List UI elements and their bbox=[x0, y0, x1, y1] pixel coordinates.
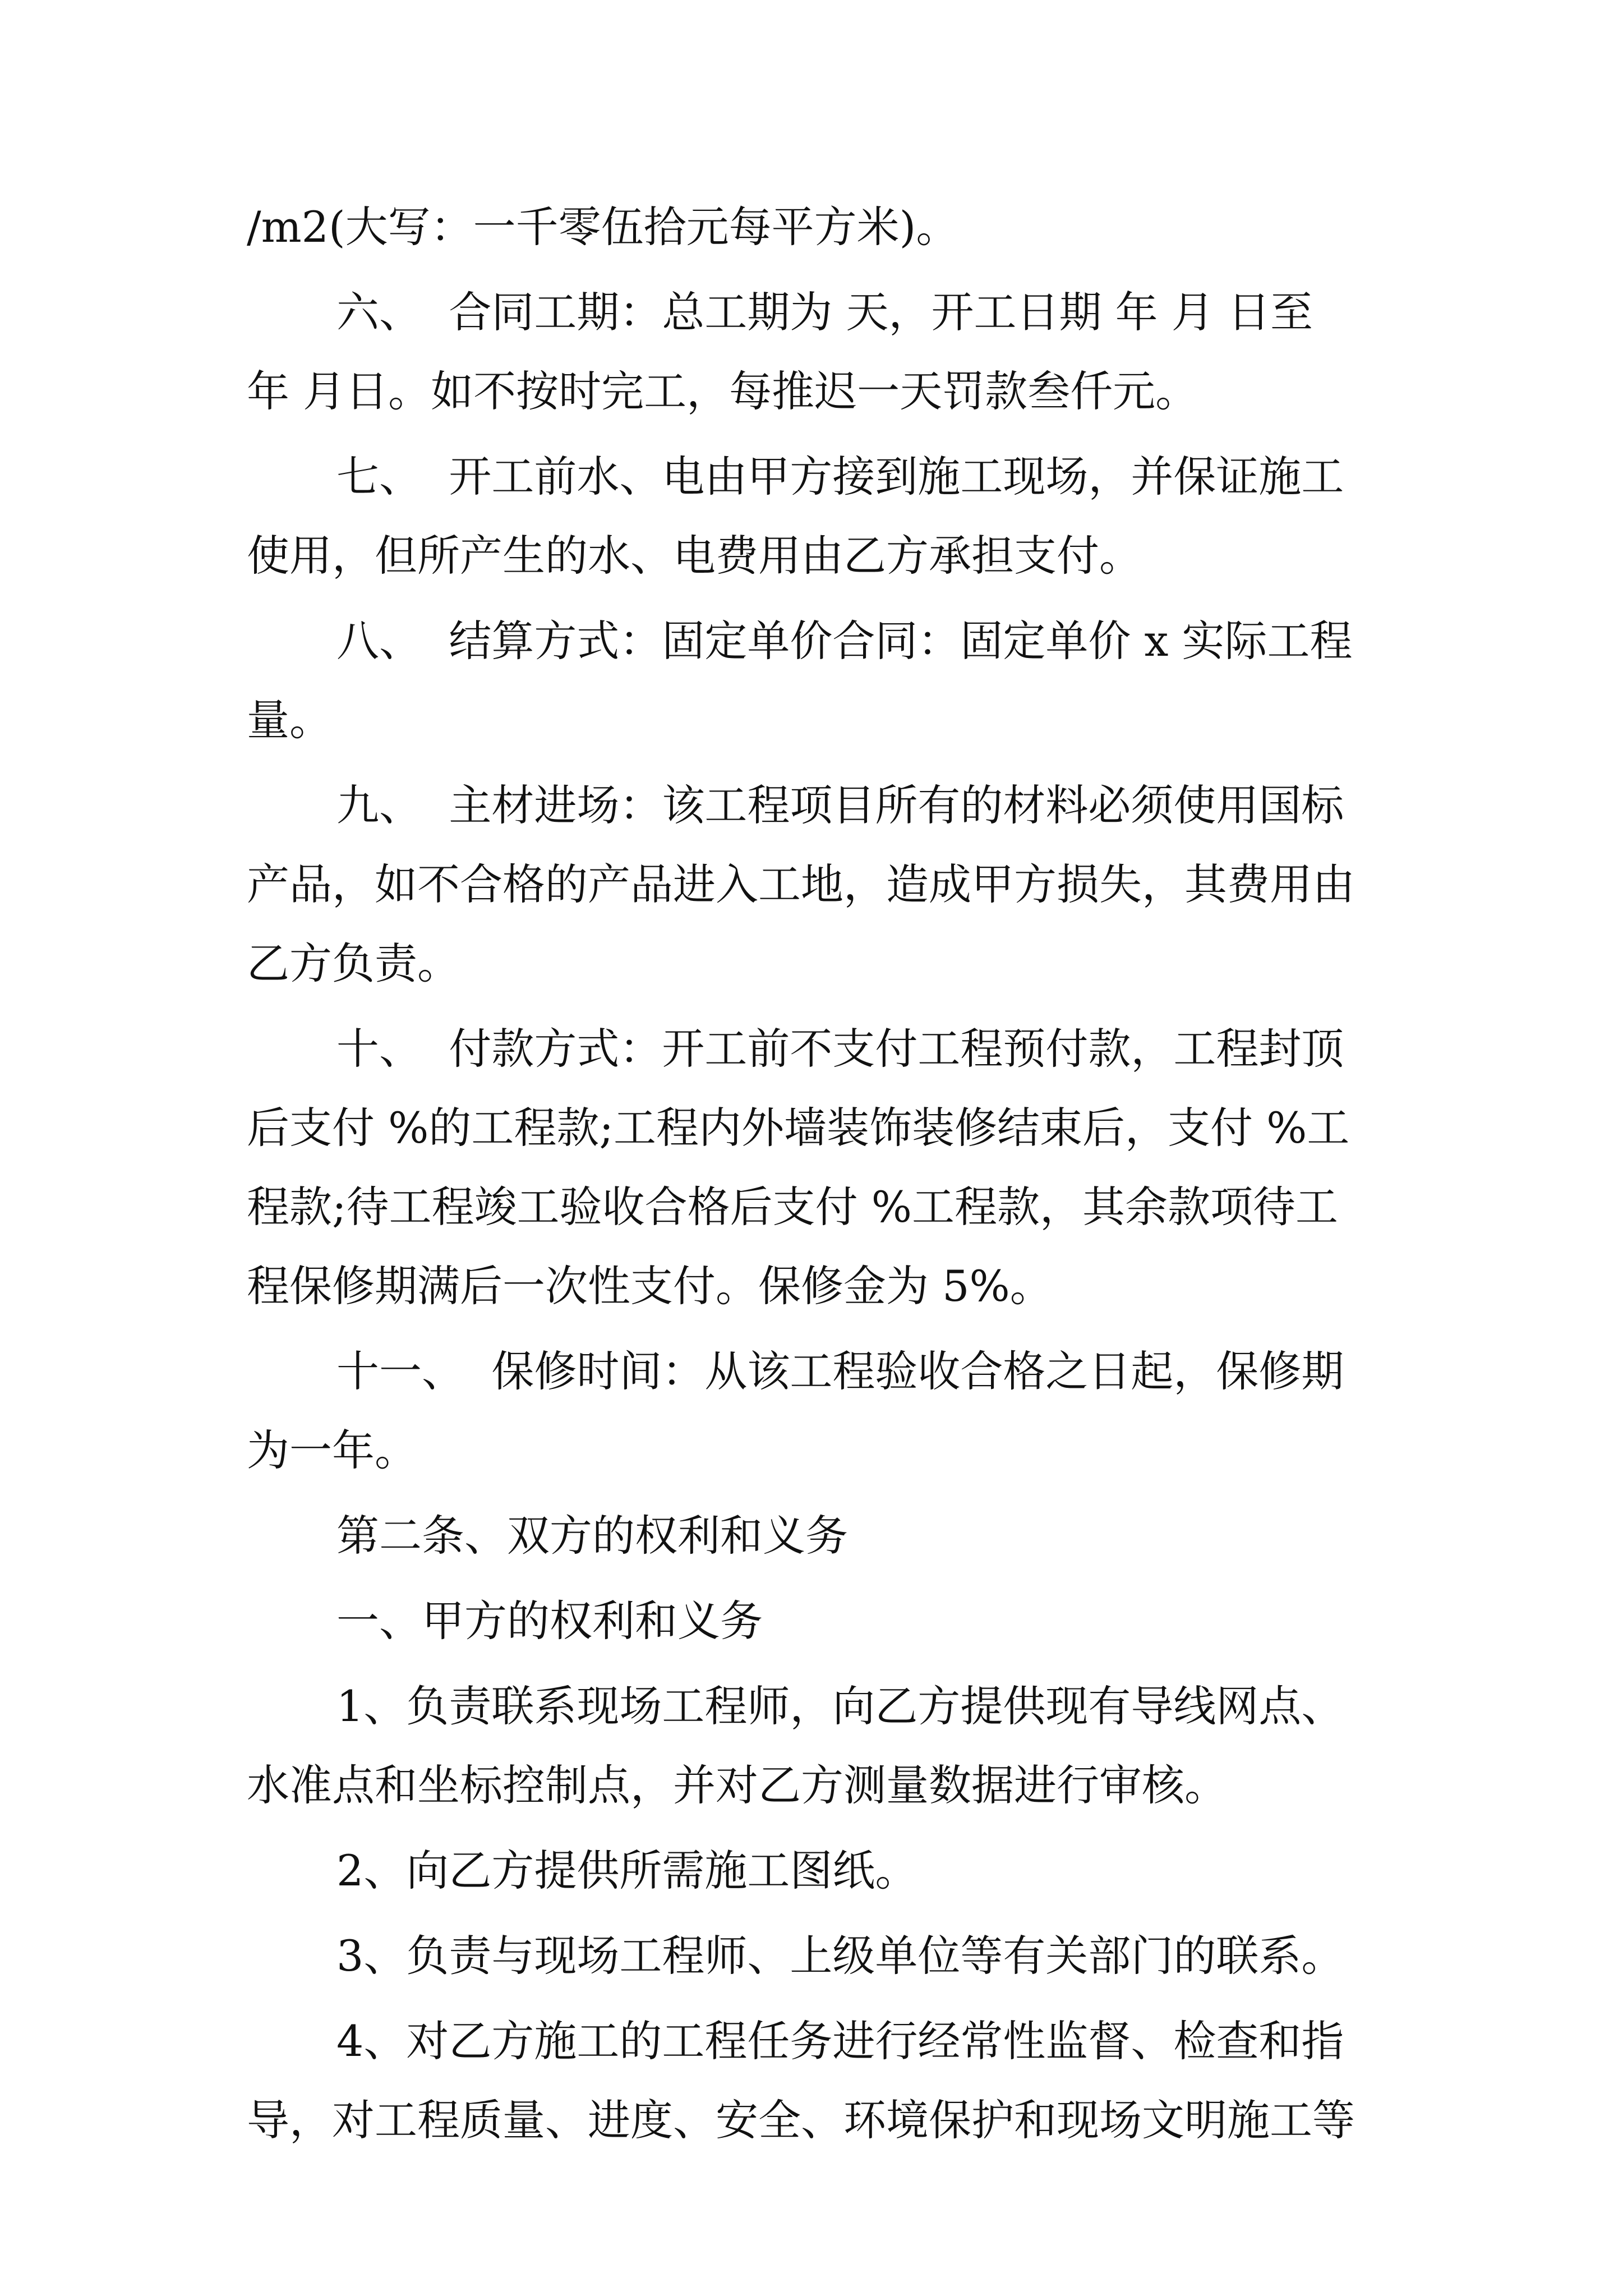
text-line: 程保修期满后一次性支付。保修金为 5%。 bbox=[247, 1261, 1053, 1311]
text-line: 六、 合同工期：总工期为 天，开工日期 年 月 日至 bbox=[336, 287, 1313, 337]
text-line: 后支付 %的工程款;工程内外墙装饰装修结束后，支付 %工 bbox=[247, 1103, 1350, 1153]
text-line: 八、 结算方式：固定单价合同：固定单价 x 实际工程 bbox=[336, 616, 1353, 666]
text-line: 年 月日。如不按时完工，每推迟一天罚款叁仟元。 bbox=[247, 366, 1198, 416]
subsection-heading: 一、甲方的权利和义务 bbox=[336, 1596, 763, 1646]
text-line: 乙方负责。 bbox=[247, 938, 460, 988]
text-line: 量。 bbox=[247, 695, 332, 745]
text-line: 导，对工程质量、进度、安全、环境保护和现场文明施工等 bbox=[247, 2095, 1355, 2145]
text-line: 4、对乙方施工的工程任务进行经常性监督、检查和指 bbox=[336, 2016, 1344, 2066]
section-heading: 第二条、双方的权利和义务 bbox=[336, 1511, 848, 1561]
text-line: /m2(大写：一千零伍拾元每平方米)。 bbox=[247, 202, 959, 252]
text-line: 2、向乙方提供所需施工图纸。 bbox=[336, 1846, 918, 1895]
text-line: 七、 开工前水、电由甲方接到施工现场，并保证施工 bbox=[336, 452, 1344, 501]
text-line: 水准点和坐标控制点，并对乙方测量数据进行审核。 bbox=[247, 1760, 1227, 1810]
text-line: 使用，但所产生的水、电费用由乙方承担支付。 bbox=[247, 531, 1142, 581]
text-line: 九、 主材进场：该工程项目所有的材料必须使用国标 bbox=[336, 780, 1344, 830]
text-line: 十、 付款方式：开工前不支付工程预付款，工程封顶 bbox=[336, 1024, 1344, 1074]
text-line: 程款;待工程竣工验收合格后支付 %工程款，其余款项待工 bbox=[247, 1182, 1338, 1232]
text-line: 1、负责联系现场工程师，向乙方提供现有导线网点、 bbox=[336, 1681, 1344, 1731]
text-line: 3、负责与现场工程师、上级单位等有关部门的联系。 bbox=[336, 1931, 1344, 1981]
text-line: 为一年。 bbox=[247, 1425, 417, 1475]
text-line: 产品，如不合格的产品进入工地，造成甲方损失，其费用由 bbox=[247, 859, 1355, 909]
text-line: 十一、 保修时间：从该工程验收合格之日起，保修期 bbox=[336, 1346, 1344, 1396]
